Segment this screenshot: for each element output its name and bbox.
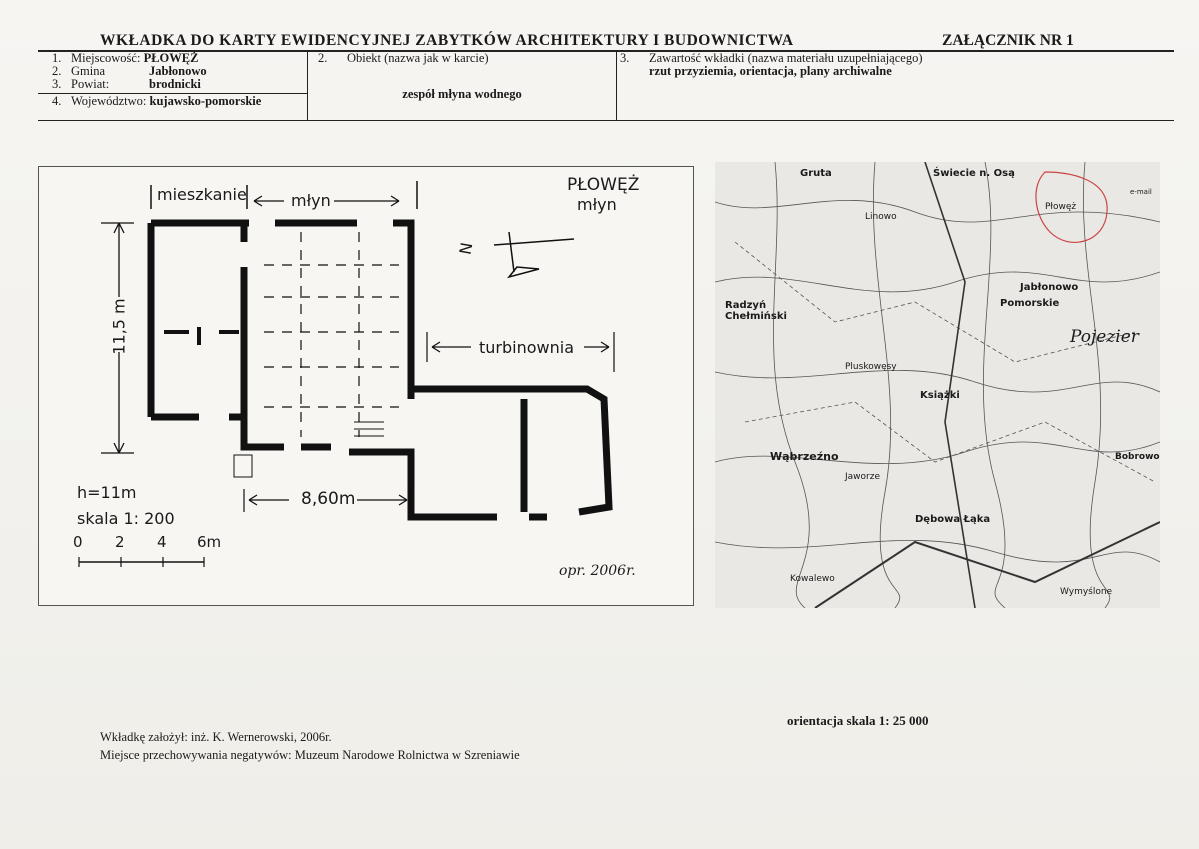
orientation-scale: orientacja skala 1: 25 000 bbox=[787, 713, 929, 728]
map-label-4: Jabłonowo bbox=[1020, 282, 1079, 293]
map-label-3: Linowo bbox=[865, 212, 897, 222]
contents-label: 3. Zawartość wkładki (nazwa materiału uzupełniającego) bbox=[620, 51, 923, 65]
field-voivodeship: 4. Województwo: kujawsko-pomorskie bbox=[38, 93, 307, 108]
floor-plan-drawing bbox=[39, 167, 695, 607]
object-label: 2. Obiekt (nazwa jak w karcie) bbox=[318, 51, 489, 65]
field-commune: 2. Gmina Jabłonowo bbox=[52, 64, 207, 78]
map-label-5: Pomorskie bbox=[1000, 298, 1060, 309]
dim-width: 8,60m bbox=[301, 489, 356, 509]
map-label-15: Kowalewo bbox=[790, 574, 835, 584]
map-label-11: Bobrowo bbox=[1115, 452, 1160, 462]
map-email: e-mail bbox=[1130, 188, 1152, 196]
object-value: zespół młyna wodnego bbox=[402, 87, 522, 101]
label-turbinownia: turbinownia bbox=[479, 338, 574, 357]
field-locality: 1. Miejscowość: PŁOWĘŻ bbox=[52, 51, 199, 65]
floor-plan-frame bbox=[38, 166, 694, 606]
map-label-9: Wąbrzeźno bbox=[770, 450, 839, 463]
map-label-10: Dębowa Łąka bbox=[915, 514, 991, 525]
north-label: N bbox=[455, 240, 477, 257]
height-note: h=11m bbox=[77, 483, 137, 502]
label-mieszkanie: mieszkanie bbox=[157, 185, 247, 204]
label-place: PŁOWĘŻ bbox=[567, 175, 640, 195]
map-linework bbox=[715, 162, 1160, 608]
scale-tick-6: 6m bbox=[197, 533, 222, 551]
label-place-sub: młyn bbox=[577, 195, 617, 214]
map-label-13: Pluskowęsy bbox=[845, 362, 897, 372]
map-label-7: Pojezier bbox=[1070, 327, 1139, 347]
negatives-storage: Miejsce przechowywania negatywów: Muzeum Narodowe Rolnictwa w Szreniawie bbox=[100, 748, 520, 762]
scale-note: skala 1: 200 bbox=[77, 509, 175, 528]
scale-tick-4: 4 bbox=[157, 533, 167, 551]
document-title: WKŁADKA DO KARTY EWIDENCYJNEJ ZABYTKÓW ARCHITEKTURY I BUDOWNICTWA bbox=[100, 32, 794, 49]
orientation-map bbox=[715, 162, 1160, 608]
field-county: 3. Powiat: brodnicki bbox=[52, 77, 201, 91]
map-label-8: Książki bbox=[920, 390, 960, 401]
dim-height: 11,5 m bbox=[109, 298, 129, 355]
signature: opr. 2006r. bbox=[559, 563, 636, 579]
info-table bbox=[38, 52, 1174, 121]
scale-tick-2: 2 bbox=[115, 533, 125, 551]
location-column bbox=[38, 52, 308, 120]
founded-by: Wkładkę założył: inż. K. Wernerowski, 2006r. bbox=[100, 730, 332, 744]
map-label-2: Płowęż bbox=[1045, 202, 1077, 212]
map-label-14: Wymyślone bbox=[1060, 587, 1113, 597]
contents-value: rzut przyziemia, orientacja, plany archiwalne bbox=[649, 64, 892, 78]
annex-label: ZAŁĄCZNIK NR 1 bbox=[942, 32, 1074, 49]
scale-tick-0: 0 bbox=[73, 533, 83, 551]
map-label-12: Jaworze bbox=[845, 472, 880, 482]
map-label-6: Radzyń Chełmiński bbox=[725, 300, 787, 322]
map-label-0: Gruta bbox=[800, 168, 832, 179]
map-label-1: Świecie n. Osą bbox=[933, 168, 1015, 179]
label-mlyn: młyn bbox=[291, 191, 331, 210]
object-column bbox=[308, 52, 617, 120]
contents-column bbox=[616, 52, 1174, 120]
